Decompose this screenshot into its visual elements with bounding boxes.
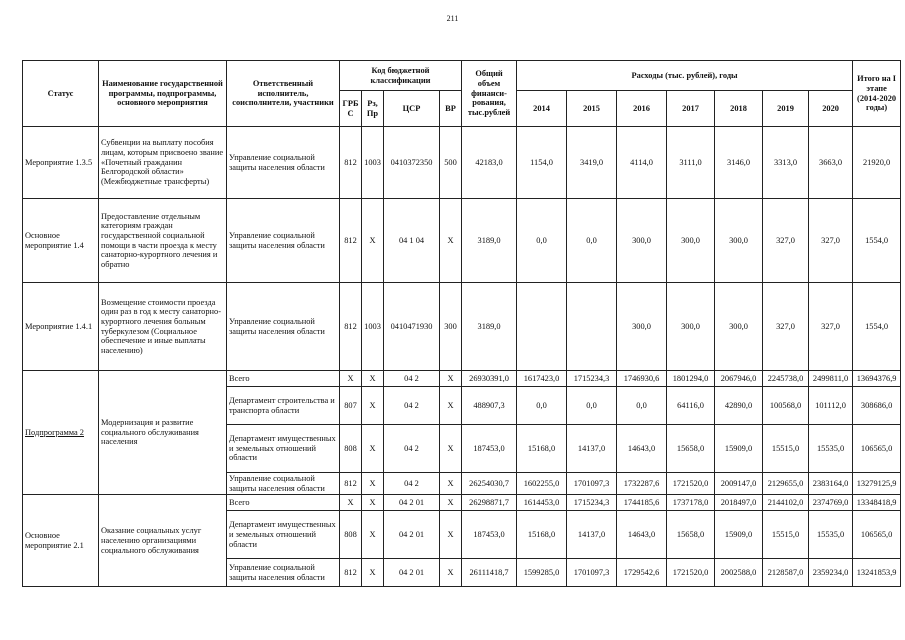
year-value-cell: 64116,0: [667, 387, 715, 425]
year-value-cell: 2383164,0: [809, 473, 853, 495]
rzpr-cell: Х: [362, 199, 384, 283]
total-cell: 3189,0: [462, 199, 517, 283]
year-value-cell: 14137,0: [567, 511, 617, 559]
year-value-cell: 300,0: [667, 283, 715, 371]
grbs-cell: 812: [340, 127, 362, 199]
status-cell: [23, 495, 99, 587]
csr-cell: 0410372350: [384, 127, 440, 199]
year-value-cell: 14643,0: [617, 511, 667, 559]
table-row: [23, 127, 901, 199]
year-value-cell: 0,0: [517, 199, 567, 283]
responsible-cell: Управление социальной защиты населения области: [227, 283, 340, 371]
year-value-cell: 1721520,0: [667, 559, 715, 587]
header-year: 2016: [617, 91, 667, 127]
year-value-cell: 2009147,0: [715, 473, 763, 495]
header-status: Статус: [23, 61, 99, 127]
rzpr-cell: 1003: [362, 283, 384, 371]
header-year: 2020: [809, 91, 853, 127]
year-value-cell: 2374769,0: [809, 495, 853, 511]
budget-table: [22, 60, 901, 587]
year-value-cell: 327,0: [763, 199, 809, 283]
total-cell: 3189,0: [462, 283, 517, 371]
year-value-cell: 3419,0: [567, 127, 617, 199]
name-cell: Предоставление отдельным категориям граждан государственной социальной помощи в части проезда к месту санаторно-курортного лечения и обратно: [99, 199, 227, 283]
year-value-cell: 300,0: [617, 283, 667, 371]
year-value-cell: 1721520,0: [667, 473, 715, 495]
year-value-cell: 1715234,3: [567, 495, 617, 511]
responsible-cell: Департамент имущественных и земельных отношений области: [227, 511, 340, 559]
year-value-cell: 15168,0: [517, 425, 567, 473]
name-cell: Субвенции на выплату пособия лицам, которым присвоено звание «Почетный гражданин Белгородской области» (Межбюджетные трансферты): [99, 127, 227, 199]
year-value-cell: 3313,0: [763, 127, 809, 199]
year-value-cell: 1602255,0: [517, 473, 567, 495]
total-cell: 26930391,0: [462, 371, 517, 387]
header-itogo: Итого на I этапе (2014-2020 годы): [853, 61, 901, 127]
itogo-cell: 1554,0: [853, 199, 901, 283]
status-cell: [23, 283, 99, 371]
csr-cell: 04 1 04: [384, 199, 440, 283]
itogo-cell: 13279125,9: [853, 473, 901, 495]
year-value-cell: 15515,0: [763, 511, 809, 559]
table-row: [23, 199, 901, 283]
rzpr-cell: Х: [362, 371, 384, 387]
grbs-cell: 808: [340, 511, 362, 559]
csr-cell: 0410471930: [384, 283, 440, 371]
grbs-cell: 812: [340, 283, 362, 371]
grbs-cell: 808: [340, 425, 362, 473]
csr-cell: 04 2 01: [384, 511, 440, 559]
responsible-cell: Управление социальной защиты населения области: [227, 127, 340, 199]
year-value-cell: 2018497,0: [715, 495, 763, 511]
header-budget-code: Код бюджетной классификации: [340, 61, 462, 91]
vr-cell: Х: [440, 425, 462, 473]
year-value-cell: 0,0: [517, 387, 567, 425]
year-value-cell: 15535,0: [809, 511, 853, 559]
header-year: 2019: [763, 91, 809, 127]
year-value-cell: 300,0: [715, 283, 763, 371]
responsible-cell: Управление социальной защиты населения области: [227, 199, 340, 283]
year-value-cell: 100568,0: [763, 387, 809, 425]
year-value-cell: [567, 283, 617, 371]
total-cell: 42183,0: [462, 127, 517, 199]
header-year: 2014: [517, 91, 567, 127]
itogo-cell: 1554,0: [853, 283, 901, 371]
table-header: [23, 61, 901, 127]
year-value-cell: 42890,0: [715, 387, 763, 425]
table-row: [23, 371, 901, 387]
header-rzpr: Рз, Пр: [362, 91, 384, 127]
csr-cell: 04 2: [384, 371, 440, 387]
status-text: Мероприятие 1.4.1: [25, 321, 93, 331]
year-value-cell: 1599285,0: [517, 559, 567, 587]
year-value-cell: 2128587,0: [763, 559, 809, 587]
year-value-cell: 327,0: [809, 199, 853, 283]
table-row: [23, 495, 901, 511]
responsible-cell: Департамент имущественных и земельных отношений области: [227, 425, 340, 473]
year-value-cell: 15909,0: [715, 511, 763, 559]
itogo-cell: 308686,0: [853, 387, 901, 425]
year-value-cell: 1732287,6: [617, 473, 667, 495]
name-cell: Модернизация и развитие социального обслуживания населения: [99, 371, 227, 495]
page-number: 211: [446, 14, 459, 23]
year-value-cell: 1801294,0: [667, 371, 715, 387]
grbs-cell: 812: [340, 473, 362, 495]
vr-cell: Х: [440, 473, 462, 495]
responsible-cell: Всего: [227, 371, 340, 387]
csr-cell: 04 2: [384, 387, 440, 425]
header-year: 2015: [567, 91, 617, 127]
year-value-cell: 3146,0: [715, 127, 763, 199]
year-value-cell: 101112,0: [809, 387, 853, 425]
year-value-cell: 15658,0: [667, 511, 715, 559]
rzpr-cell: Х: [362, 511, 384, 559]
csr-cell: 04 2 01: [384, 559, 440, 587]
total-cell: 26298871,7: [462, 495, 517, 511]
year-value-cell: 15515,0: [763, 425, 809, 473]
year-value-cell: 1617423,0: [517, 371, 567, 387]
table-row: [23, 283, 901, 371]
year-value-cell: 327,0: [763, 283, 809, 371]
year-value-cell: [517, 283, 567, 371]
grbs-cell: 807: [340, 387, 362, 425]
year-value-cell: 15535,0: [809, 425, 853, 473]
header-responsible: Ответственный исполнитель, соисполнители, участники: [227, 61, 340, 127]
year-value-cell: 1729542,6: [617, 559, 667, 587]
year-value-cell: 1701097,3: [567, 559, 617, 587]
responsible-cell: Управление социальной защиты населения области: [227, 473, 340, 495]
year-value-cell: 1746930,6: [617, 371, 667, 387]
status-text: Основное мероприятие 2.1: [25, 531, 84, 550]
year-value-cell: 327,0: [809, 283, 853, 371]
itogo-cell: 106565,0: [853, 511, 901, 559]
header-expenses: Расходы (тыс. рублей), годы: [517, 61, 853, 91]
rzpr-cell: Х: [362, 473, 384, 495]
vr-cell: Х: [440, 371, 462, 387]
grbs-cell: Х: [340, 495, 362, 511]
vr-cell: 300: [440, 283, 462, 371]
itogo-cell: 13694376,9: [853, 371, 901, 387]
year-value-cell: 0,0: [617, 387, 667, 425]
status-cell: [23, 371, 99, 495]
year-value-cell: 2245738,0: [763, 371, 809, 387]
header-vr: ВР: [440, 91, 462, 127]
vr-cell: Х: [440, 387, 462, 425]
year-value-cell: 0,0: [567, 387, 617, 425]
year-value-cell: 2144102,0: [763, 495, 809, 511]
grbs-cell: 812: [340, 199, 362, 283]
grbs-cell: Х: [340, 371, 362, 387]
year-value-cell: 1715234,3: [567, 371, 617, 387]
status-cell: [23, 127, 99, 199]
table-body: [23, 127, 901, 587]
year-value-cell: 4114,0: [617, 127, 667, 199]
status-text: Мероприятие 1.3.5: [25, 157, 93, 167]
grbs-cell: 812: [340, 559, 362, 587]
year-value-cell: 3663,0: [809, 127, 853, 199]
total-cell: 26111418,7: [462, 559, 517, 587]
year-value-cell: 15168,0: [517, 511, 567, 559]
year-value-cell: 1737178,0: [667, 495, 715, 511]
responsible-cell: Всего: [227, 495, 340, 511]
year-value-cell: 1744185,6: [617, 495, 667, 511]
year-value-cell: 0,0: [567, 199, 617, 283]
total-cell: 488907,3: [462, 387, 517, 425]
year-value-cell: 2067946,0: [715, 371, 763, 387]
name-cell: Возмещение стоимости проезда один раз в год к месту санаторно-курортного лечения больным туберкулезом (Социальное обеспечение и иные выплаты населению): [99, 283, 227, 371]
csr-cell: 04 2: [384, 425, 440, 473]
itogo-cell: 13241853,9: [853, 559, 901, 587]
csr-cell: 04 2 01: [384, 495, 440, 511]
total-cell: 26254030,7: [462, 473, 517, 495]
year-value-cell: 300,0: [667, 199, 715, 283]
year-value-cell: 2129655,0: [763, 473, 809, 495]
year-value-cell: 2499811,0: [809, 371, 853, 387]
itogo-cell: 21920,0: [853, 127, 901, 199]
year-value-cell: 15658,0: [667, 425, 715, 473]
responsible-cell: Управление социальной защиты населения области: [227, 559, 340, 587]
responsible-cell: Департамент строительства и транспорта области: [227, 387, 340, 425]
header-total-funding: Общий объем финанси-рования, тыс.рублей: [462, 61, 517, 127]
header-grbs: ГРБ С: [340, 91, 362, 127]
rzpr-cell: Х: [362, 387, 384, 425]
year-value-cell: 300,0: [715, 199, 763, 283]
vr-cell: Х: [440, 199, 462, 283]
vr-cell: 500: [440, 127, 462, 199]
year-value-cell: 2002588,0: [715, 559, 763, 587]
header-csr: ЦСР: [384, 91, 440, 127]
year-value-cell: 1701097,3: [567, 473, 617, 495]
year-value-cell: 3111,0: [667, 127, 715, 199]
year-value-cell: 300,0: [617, 199, 667, 283]
year-value-cell: 14643,0: [617, 425, 667, 473]
year-value-cell: 15909,0: [715, 425, 763, 473]
year-value-cell: 1154,0: [517, 127, 567, 199]
total-cell: 187453,0: [462, 511, 517, 559]
name-cell: Оказание социальных услуг населению организациями социального обслуживания: [99, 495, 227, 587]
vr-cell: Х: [440, 511, 462, 559]
rzpr-cell: Х: [362, 559, 384, 587]
csr-cell: 04 2: [384, 473, 440, 495]
total-cell: 187453,0: [462, 425, 517, 473]
status-text: Подпрограмма 2: [25, 427, 84, 437]
status-cell: [23, 199, 99, 283]
year-value-cell: 1614453,0: [517, 495, 567, 511]
header-name: Наименование государственной программы, подпрограммы, основного мероприятия: [99, 61, 227, 127]
rzpr-cell: Х: [362, 495, 384, 511]
header-year: 2018: [715, 91, 763, 127]
rzpr-cell: 1003: [362, 127, 384, 199]
status-text: Основное мероприятие 1.4: [25, 230, 84, 250]
header-year: 2017: [667, 91, 715, 127]
year-value-cell: 2359234,0: [809, 559, 853, 587]
vr-cell: Х: [440, 559, 462, 587]
rzpr-cell: Х: [362, 425, 384, 473]
itogo-cell: 106565,0: [853, 425, 901, 473]
year-value-cell: 14137,0: [567, 425, 617, 473]
vr-cell: Х: [440, 495, 462, 511]
itogo-cell: 13348418,9: [853, 495, 901, 511]
